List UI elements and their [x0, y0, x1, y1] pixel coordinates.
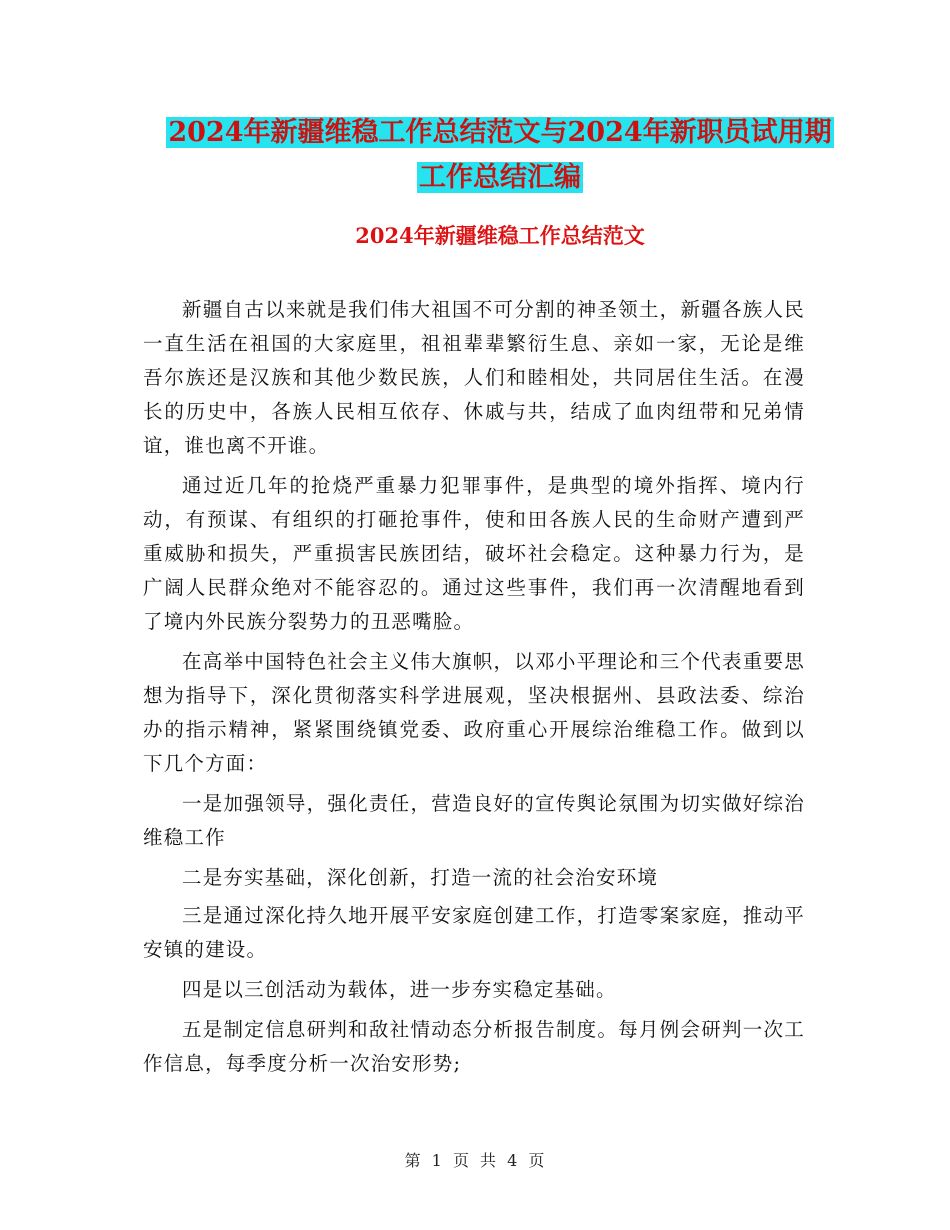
document-title-line1: 2024年新疆维稳工作总结范文与2024年新职员试用期: [168, 117, 832, 148]
document-title: [140, 110, 860, 200]
document-body: [143, 293, 805, 1087]
paragraph-4: 一是加强领导，强化责任，营造良好的宣传舆论氛围为切实做好综治维稳工作: [143, 792, 805, 849]
paragraph-5: 二是夯实基础，深化创新，打造一流的社会治安环境: [182, 866, 659, 889]
paragraph-2: 通过近几年的抢烧严重暴力犯罪事件，是典型的境外指挥、境内行动，有预谋、有组织的打砸抢事件，使和田各族人民的生命财产遭到严重威胁和损失，严重损害民族团结，破坏社会稳定。这种暴力行为，是广阔人民群众绝对不能容忍的。通过这些事件，我们再一次清醒地看到了境内外民族分裂势力的丑恶嘴脸。: [143, 474, 805, 633]
paragraph-7: 四是以三创活动为载体，进一步夯实稳定基础。: [182, 978, 617, 1001]
paragraph-1: 新疆自古以来就是我们伟大祖国不可分割的神圣领土，新疆各族人民一直生活在祖国的大家庭里，祖祖辈辈繁衍生息、亲如一家，无论是维吾尔族还是汉族和其他少数民族，人们和睦相处，共同居住生活。在漫长的历史中，各族人民相互依存、休戚与共，结成了血肉纽带和兄弟情谊，谁也离不开谁。: [143, 298, 805, 457]
page-footer: 第 1 页 共 4 页: [404, 1151, 546, 1170]
section-title: 2024年新疆维稳工作总结范文: [355, 223, 645, 248]
paragraph-6: 三是通过深化持久地开展平安家庭创建工作，打造零案家庭，推动平安镇的建设。: [143, 904, 805, 961]
document-title-line2: 工作总结汇编: [419, 162, 581, 193]
paragraph-3: 在高举中国特色社会主义伟大旗帜，以邓小平理论和三个代表重要思想为指导下，深化贯彻落实科学进展观，坚决根据州、县政法委、综治办的指示精神，紧紧围绕镇党委、政府重心开展综治维稳工作。做到以下几个方面：: [143, 650, 805, 775]
paragraph-8: 五是制定信息研判和敌社情动态分析报告制度。每月例会研判一次工作信息，每季度分析一次治安形势;: [143, 1018, 805, 1075]
